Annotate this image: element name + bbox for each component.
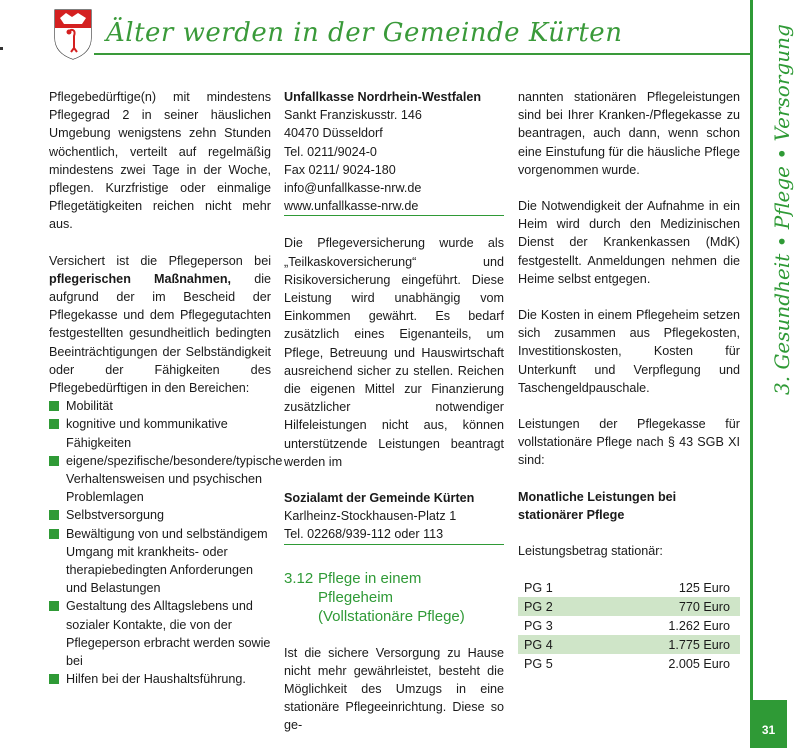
contact-email[interactable]: info@unfallkasse-nrw.de bbox=[284, 181, 422, 196]
column-2 bbox=[284, 88, 504, 735]
grade-cell: PG 3 bbox=[524, 618, 553, 633]
contact-fax: Fax 0211/ 9024-180 bbox=[284, 162, 396, 177]
list-item: Bewältigung von und selbständigem Umgang mit krankheits- oder therapiebedingten Anforderungen und Belastungen bbox=[49, 525, 271, 598]
list-item: Gestaltung des Alltagslebens und sozialer Kontakte, die von der Pflegeperson erbracht werden sowie bei bbox=[49, 597, 271, 670]
paragraph: Ist die sichere Versorgung zu Hause nicht mehr gewährleistet, besteht die Möglichkeit des Umzugs in eine stationäre Pflegeeinrichtung. Diese so ge- bbox=[284, 645, 504, 733]
margin-mark bbox=[0, 47, 3, 50]
contact-name: Unfallkasse Nordrhein-Westfalen bbox=[284, 90, 482, 104]
amount-cell: 2.005 Euro bbox=[668, 656, 730, 671]
list-item: kognitive und kommunikative Fähigkeiten bbox=[49, 415, 271, 451]
grade-cell: PG 4 bbox=[518, 635, 592, 654]
table-row bbox=[518, 578, 740, 597]
section-heading: 3.12 Pflege in einem Pflegeheim (Vollstationäre Pflege) bbox=[284, 569, 465, 625]
grade-cell: PG 5 bbox=[524, 656, 553, 671]
bold-term: pflegerischen Maßnahmen, bbox=[49, 271, 232, 286]
amount-cell: 125 Euro bbox=[678, 580, 730, 595]
column-1 bbox=[49, 88, 283, 689]
subheading: Monatliche Leistungen bei stationärer Pflege bbox=[518, 489, 677, 522]
contact-street: Sankt Franziskusstr. 146 bbox=[284, 108, 422, 123]
paragraph: Die Pflegeversicherung wurde als „Teilkaskoversicherung“ und Risikoversicherung eingeführt. Diese Leistung wird unabhängig vom Einkommen gewährt. Es bedarf zusätzlich eines Eigenanteils, um Pflege, Betreuung und Hauswirtschaft ausreichend sicher zu stellen. Reichen die eigenen Mittel zur Finanzierung zusätzlicher notwendiger Hilfeleistungen nicht aus, können unterstützende Leistungen beantragt werden im bbox=[284, 236, 504, 469]
contact-name: Sozialamt der Gemeinde Kürten bbox=[284, 491, 475, 506]
paragraph: Pflegebedürftige(n) mit mindestens Pflegegrad 2 in seiner häuslichen Umgebung wenigstens zehn Stunden wöchentlich, verteilt auf regelmäßig mindestens zwei Tage in der Woche, pflegen. Kurzfristige oder einmalige Pflegetätigkeiten reichen nicht mehr aus. bbox=[49, 90, 271, 232]
municipal-crest-icon bbox=[52, 8, 94, 60]
table-caption: Leistungsbetrag stationär: bbox=[518, 544, 663, 559]
column-3 bbox=[518, 88, 740, 673]
table-row bbox=[518, 597, 740, 616]
chapter-label: 3. Gesundheit • Pflege • Versorgung bbox=[770, 24, 794, 395]
paragraph: Die Kosten in einem Pflegeheim setzen sich zusammen aus Pflegekosten, Investitionskosten, Kosten für Unterkunft und Verpflegung und Taschengeldpauschale. bbox=[518, 308, 740, 395]
bullet-list bbox=[49, 397, 283, 688]
contact-phone: Tel. 0211/9024-0 bbox=[284, 144, 377, 159]
list-item: Selbstversorgung bbox=[49, 506, 271, 524]
benefits-table bbox=[518, 578, 740, 673]
grade-cell: PG 1 bbox=[524, 580, 553, 595]
paragraph: Leistungen der Pflegekasse für vollstationäre Pflege nach § 43 SGB XI sind: bbox=[518, 417, 740, 468]
grade-cell: PG 2 bbox=[518, 597, 592, 616]
table-row bbox=[518, 616, 740, 635]
paragraph: nannten stationären Pflegeleistungen sind bei Ihrer Kranken-/Pflegekasse zu beantragen, auch dann, wenn schon eine Einstufung für die häusliche Pflege vorgenommen wurde. bbox=[518, 90, 740, 177]
list-item: eigene/spezifische/besondere/typische Verhaltensweisen und psychischen Problemlagen bbox=[49, 452, 271, 507]
contact-street: Karlheinz-Stockhausen-Platz 1 bbox=[284, 509, 457, 524]
paragraph: Versichert ist die Pflegeperson bei pflegerischen Maßnahmen, die aufgrund der im Bescheid der Pflegekasse und dem Pflegegutachten festgestellten gesundheitlich bedingten Beeinträchtigungen der Selbständigkeit oder der Fähigkeiten des Pflegebedürftigen in den Bereichen: bbox=[49, 253, 272, 396]
paragraph: Die Notwendigkeit der Aufnahme in ein Heim wird durch den Medizinischen Dienst der Krankenkassen (MdK) festgestellt. Anmeldungen nehmen die Heime selbst entgegen. bbox=[518, 199, 740, 286]
list-item: Hilfen bei der Haushaltsführung. bbox=[49, 670, 271, 688]
page-number: 31 bbox=[750, 712, 787, 748]
table-row bbox=[518, 635, 740, 654]
contact-city: 40470 Düsseldorf bbox=[284, 126, 383, 141]
list-item: Mobilität bbox=[49, 397, 271, 415]
amount-cell: 1.262 Euro bbox=[668, 618, 730, 633]
amount-cell: 770 Euro bbox=[592, 597, 740, 616]
contact-website-link[interactable]: www.unfallkasse-nrw.de bbox=[284, 197, 504, 216]
page-title: Älter werden in der Gemeinde Kürten bbox=[106, 18, 623, 48]
amount-cell: 1.775 Euro bbox=[592, 635, 740, 654]
title-rule bbox=[94, 53, 750, 55]
contact-phone: Tel. 02268/939-112 oder 113 bbox=[284, 525, 504, 544]
section-number: 3.12 bbox=[284, 569, 314, 587]
table-row bbox=[518, 654, 740, 673]
